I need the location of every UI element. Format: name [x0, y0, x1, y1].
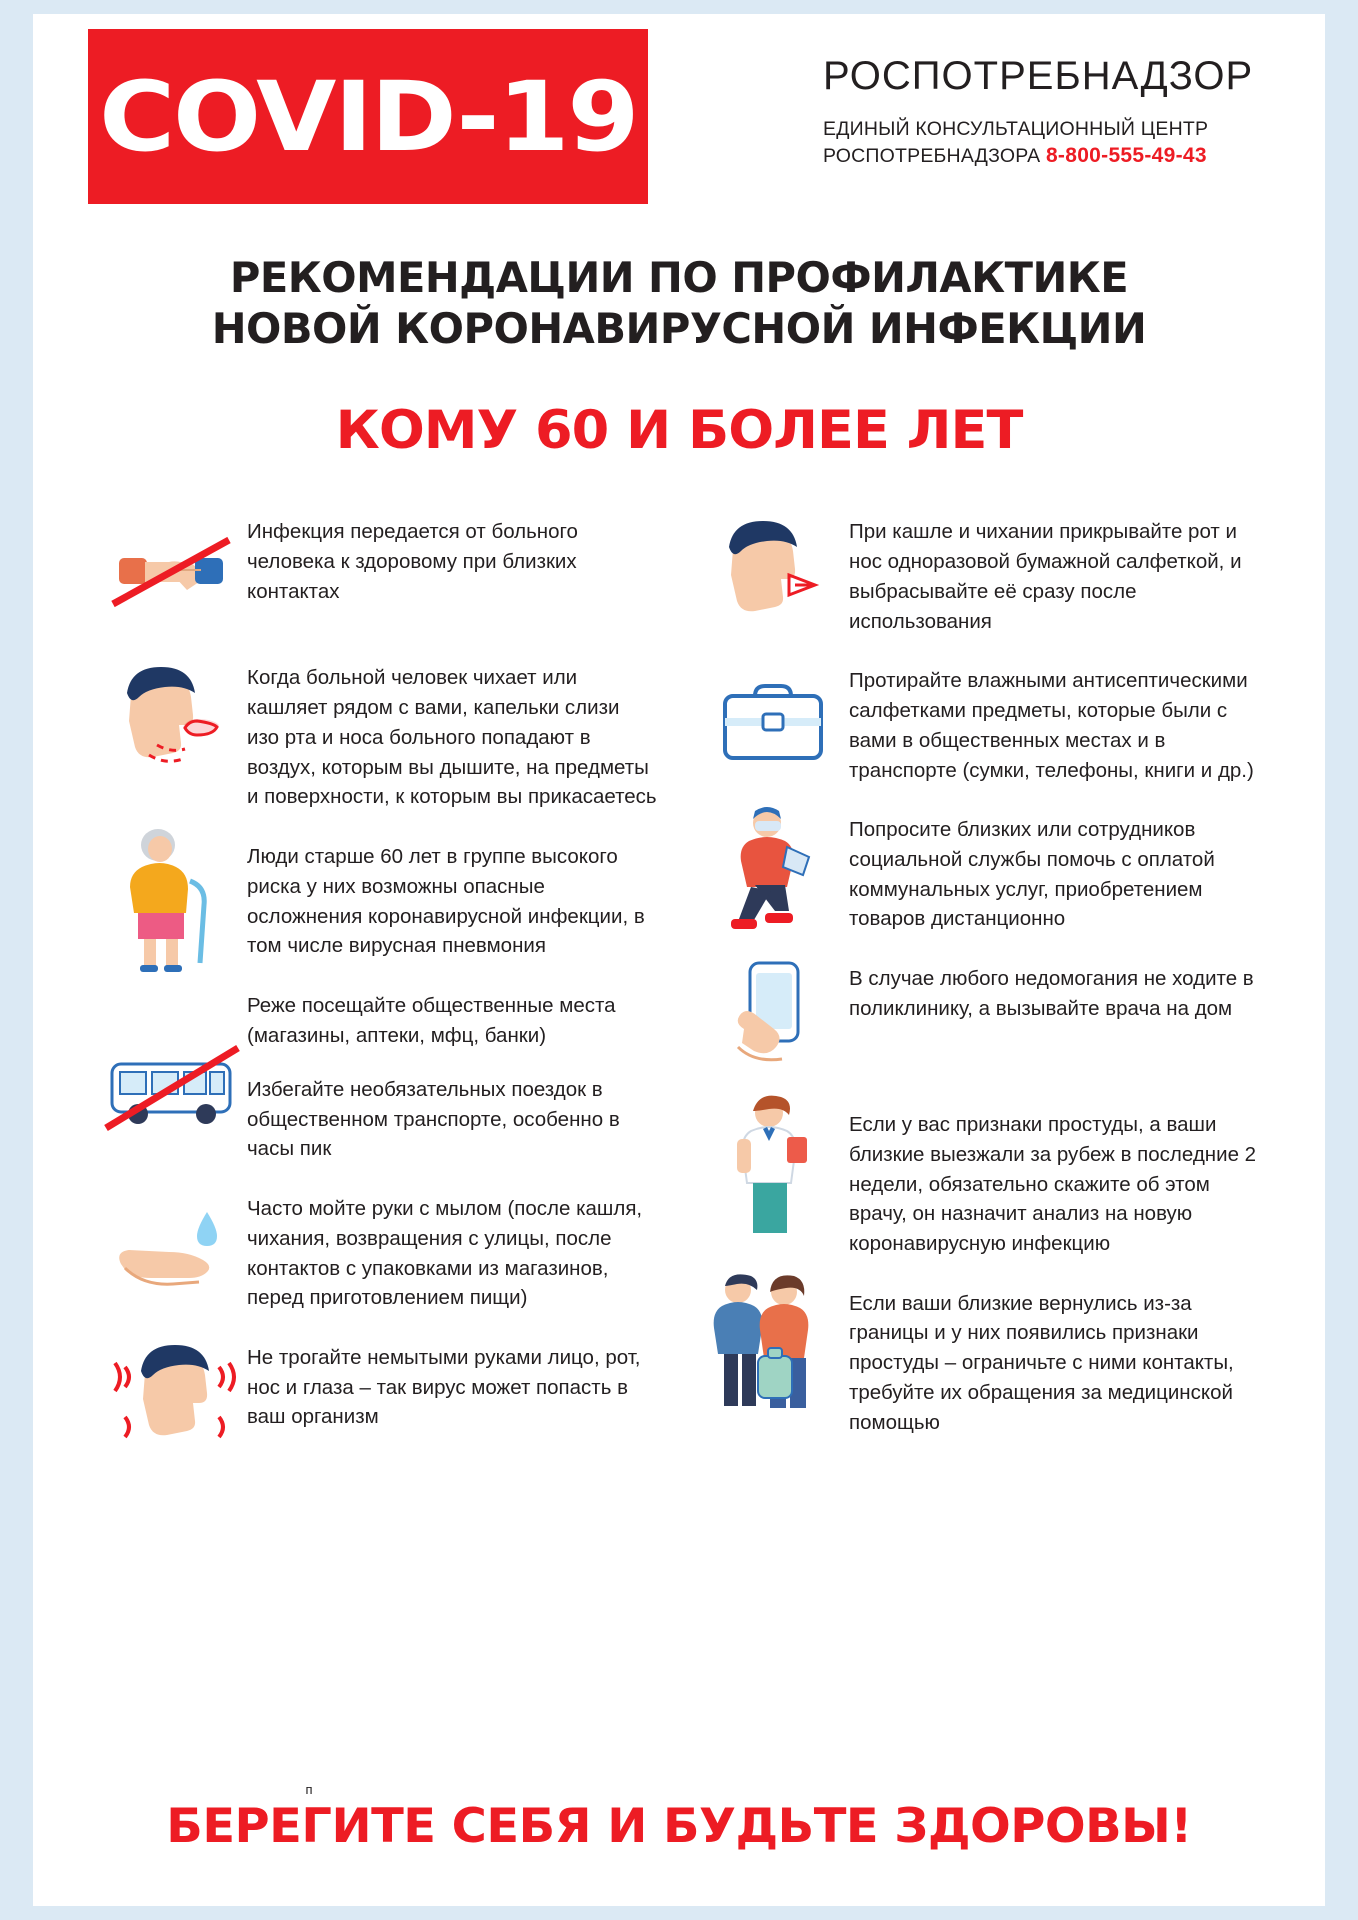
hand-washing-icon — [95, 1190, 247, 1310]
content-columns — [33, 513, 1325, 1485]
page-title-line2: НОВОЙ КОРОНАВИРУСНОЙ ИНФЕКЦИИ — [211, 304, 1147, 354]
list-item-text: Протирайте влажными антисептическими салфетками предметы, которые были с вами в общественных местах и в транспорте (сумки, телефоны, книги и др.) — [849, 669, 1254, 782]
list-item — [95, 659, 657, 812]
covid-label: COVID-19 — [98, 60, 638, 173]
no-handshake-icon — [95, 513, 247, 633]
footer-stray-char: п — [305, 1782, 313, 1797]
list-item-text: Попросите близких или сотрудников социальной службы помочь с оплатой коммунальных услуг, приобретением товаров дистанционно — [849, 818, 1215, 931]
travelers-couple-icon — [697, 1285, 849, 1405]
right-column — [679, 513, 1263, 1485]
dont-touch-face-icon — [95, 1339, 247, 1459]
list-item-text: Люди старше 60 лет в группе высокого риска у них возможны опасные осложнения коронавирусной инфекции, в том числе вирусная пневмония — [247, 845, 645, 958]
hotline-phone: 8-800-555-49-43 — [1045, 144, 1207, 168]
list-item — [697, 662, 1263, 785]
doctor-icon — [697, 1106, 849, 1226]
list-item — [95, 1190, 657, 1313]
poster-header — [33, 14, 1325, 244]
org-sub-line2: РОСПОТРЕБНАДЗОРА — [823, 145, 1041, 168]
poster-footer — [33, 1782, 1325, 1854]
covid-badge — [88, 29, 648, 204]
sneezing-person-icon — [95, 659, 247, 779]
rospotrebnadzor-block — [823, 54, 1283, 171]
list-item-text: Когда больной человек чихает или кашляет рядом с вами, капельки слизи изо рта и носа больного попадают в воздух, которым вы дышите, на предметы и поверхности, к которым вы прикасаетесь — [247, 666, 657, 809]
list-item-text: Избегайте необязательных поездок в общественном транспорте, особенно в часы пик — [247, 1077, 620, 1161]
list-item-text: Часто мойте руки с мылом (после кашля, чихания, возвращения с улицы, после контактов с упаковками из магазинов, перед приготовлением пищи) — [247, 1197, 643, 1310]
list-item-text: Если ваши близкие вернулись из-за границы и у них появились признаки простуды – ограничьте с ними контакты, требуйте их обращения за медицинской помощью — [849, 1291, 1234, 1434]
list-item — [697, 1285, 1263, 1438]
list-item — [697, 1106, 1263, 1259]
list-item — [95, 1071, 657, 1164]
list-item-text: В случае любого недомогания не ходите в поликлинику, а вызывайте врача на дом — [849, 967, 1254, 1020]
list-item-text: Если у вас признаки простуды, а ваши близкие выезжали за рубеж в последние 2 недели, обязательно скажите об этом врачу, он назначит анализ на новую коронавирусную инфекцию — [849, 1113, 1257, 1255]
list-item-text: Реже посещайте общественные места (магазины, аптеки, мфц, банки) — [247, 993, 616, 1047]
list-item — [697, 811, 1263, 934]
poster — [33, 14, 1325, 1906]
org-sub-line1: ЕДИНЫЙ КОНСУЛЬТАЦИОННЫЙ ЦЕНТР — [823, 118, 1209, 140]
list-item — [95, 838, 657, 961]
list-item-text: При кашле и чихании прикрывайте рот и нос одноразовой бумажной салфеткой, и выбрасывайте её сразу после использования — [849, 520, 1242, 633]
org-name: РОСПОТРЕБНАДЗОР — [823, 54, 1254, 98]
list-item-text: Не трогайте немытыми руками лицо, рот, нос и глаза – так вирус может попасть в ваш организм — [247, 1345, 641, 1429]
page-title — [39, 252, 1318, 354]
list-item — [95, 513, 657, 633]
org-sub-line2-row — [823, 142, 1283, 170]
delivery-courier-icon — [697, 811, 849, 931]
list-item — [697, 513, 1263, 636]
briefcase-icon — [697, 662, 849, 782]
list-item — [95, 1339, 657, 1459]
cover-mouth-icon — [697, 513, 849, 633]
smartphone-call-icon — [697, 960, 849, 1080]
elderly-woman-icon — [95, 838, 247, 958]
page-subtitle: КОМУ 60 И БОЛЕЕ ЛЕТ — [335, 400, 1023, 462]
list-item-text: Инфекция передается от больного человека к здоровому при близких контактах — [247, 520, 578, 603]
footer-slogan: БЕРЕГИТЕ СЕБЯ И БУДЬТЕ ЗДОРОВЫ! — [166, 1799, 1192, 1854]
page-title-line1: РЕКОМЕНДАЦИИ ПО ПРОФИЛАКТИКЕ — [229, 253, 1129, 302]
org-subtitle — [823, 116, 1283, 171]
left-column — [95, 513, 679, 1485]
list-item — [697, 960, 1263, 1080]
no-bus-icon — [95, 1025, 247, 1145]
